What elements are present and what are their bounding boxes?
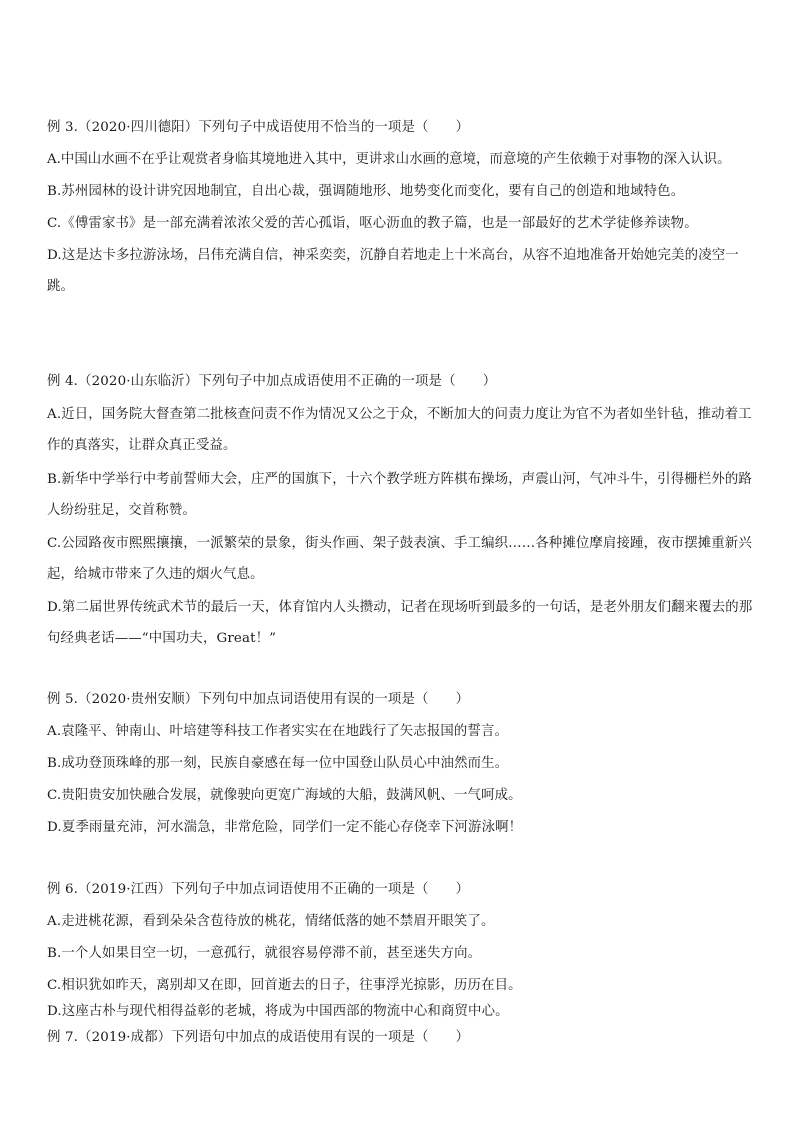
question-5-option-c: C.贵阳贵安加快融合发展，就像驶向更宽广海域的大船，鼓满风帆、一气呵成。 xyxy=(47,788,522,803)
question-4-option-c: C.公园路夜市熙熙攘攘，一派繁荣的景象，街头作画、架子鼓表演、手工编织……各种摊位摩肩接踵，夜市摆摊重新兴起，给城市带来了久违的烟火气息。 xyxy=(47,536,752,582)
question-7-stem: 例 7.（2019·成都）下列语句中加点的成语使用有误的一项是（ ） xyxy=(47,1030,470,1045)
question-4-option-d: D.第二届世界传统武术节的最后一天，体育馆内人头攒动，记者在现场听到最多的一句话，是老外朋友们翻来覆去的那句经典老话——“中国功夫，Great！” xyxy=(47,600,753,646)
question-3-option-a: A.中国山水画不在乎让观赏者身临其境地进入其中，更讲求山水画的意境，而意境的产生依赖于对事物的深入认识。 xyxy=(47,152,731,167)
question-6-option-b: B.一个人如果目空一切，一意孤行，就很容易停滞不前，甚至迷失方向。 xyxy=(47,946,482,961)
question-4-option-b: B.新华中学举行中考前誓师大会，庄严的国旗下，十六个教学班方阵棋布操场，声震山河，气冲斗牛，引得栅栏外的路人纷纷驻足，交首称赞。 xyxy=(47,472,752,518)
question-5-stem: 例 5.（2020·贵州安顺）下列句中加点词语使用有误的一项是（ ） xyxy=(47,692,470,707)
question-5-option-b: B.成功登顶珠峰的那一刻，民族自豪感在每一位中国登山队员心中油然而生。 xyxy=(47,756,509,771)
question-3-option-b: B.苏州园林的设计讲究因地制宜，自出心裁，强调随地形、地势变化而变化，要有自己的创造和地域特色。 xyxy=(47,184,685,199)
question-4-stem: 例 4.（2020·山东临沂）下列句子中加点成语使用不正确的一项是（ ） xyxy=(47,374,497,389)
question-5-option-a: A.袁隆平、钟南山、叶培建等科技工作者实实在在地践行了矢志报国的誓言。 xyxy=(47,724,509,739)
question-6-stem: 例 6.（2019·江西）下列句子中加点词语使用不正确的一项是（ ） xyxy=(47,882,470,897)
question-4-option-a: A.近日，国务院大督查第二批核查问责不作为情况又公之于众，不断加大的问责力度让为官不为者如坐针毡，推动着工作的真落实，让群众真正受益。 xyxy=(47,407,752,453)
question-6-option-d: D.这座古朴与现代相得益彰的老城，将成为中国西部的物流中心和商贸中心。 xyxy=(47,1004,509,1019)
question-6-option-c: C.相识犹如昨天，离别却又在即，回首逝去的日子，往事浮光掠影，历历在目。 xyxy=(47,978,522,993)
question-3-option-c: C.《傅雷家书》是一部充满着浓浓父爱的苦心孤诣，呕心沥血的教子篇，也是一部最好的艺术学徒修养读物。 xyxy=(47,216,698,231)
question-6-option-a: A.走进桃花源，看到朵朵含苞待放的桃花，情绪低落的她不禁眉开眼笑了。 xyxy=(47,914,495,929)
question-3-stem: 例 3.（2020·四川德阳）下列句子中成语使用不恰当的一项是（ ） xyxy=(47,120,470,135)
question-5-option-d: D.夏季雨量充沛，河水湍急，非常危险，同学们一定不能心存侥幸下河游泳啊！ xyxy=(47,820,523,835)
question-3-option-d: D.这是达卡多拉游泳场，吕伟充满自信，神采奕奕，沉静自若地走上十米高台，从容不迫地准备开始她完美的凌空一跳。 xyxy=(47,248,739,294)
